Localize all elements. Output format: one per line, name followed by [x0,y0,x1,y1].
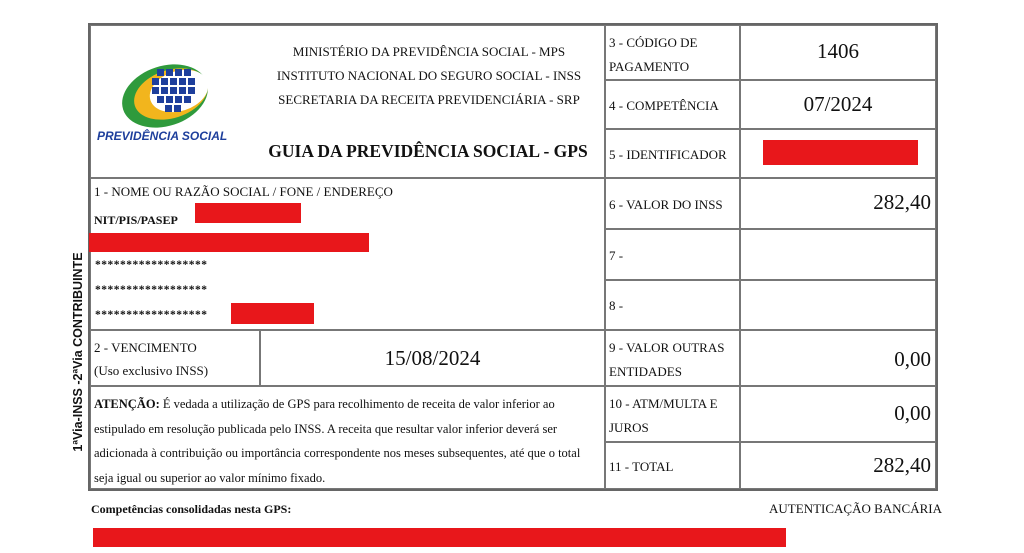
form-title: GUIA DA PREVIDÊNCIA SOCIAL - GPS [268,141,588,161]
due-label-cell [90,330,260,386]
institute-line: INSTITUTO NACIONAL DO SEGURO SOCIAL - INSS [276,68,582,83]
previdencia-logo [95,51,245,151]
nit-redaction [195,203,301,223]
field-11-value: 282,40 [740,442,936,489]
field-3-label: 3 - CÓDIGO DE PAGAMENTO [605,25,740,80]
field-10-value: 0,00 [740,386,936,442]
header-lines [259,40,599,112]
field-7-value [740,229,936,280]
nit-label: NIT/PIS/PASEP [94,213,178,227]
header-block [90,25,605,178]
field-8-label: 8 - [605,280,740,330]
logo-text: PREVIDÊNCIA SOCIAL [97,129,228,143]
address-redaction [231,303,314,324]
identifier-redaction [763,140,918,165]
ministry-line: MINISTÉRIO DA PREVIDÊNCIA SOCIAL - MPS [292,44,566,59]
due-label: 2 - VENCIMENTO [94,340,197,355]
competencias-redaction [93,528,786,547]
due-date-value: 15/08/2024 [260,330,605,386]
name-redaction [89,233,369,252]
copy-destination-label: 1ªVia-INSS -2ªVia CONTRIBUINTE [71,252,85,452]
notice-bold: ATENÇÃO: [94,397,160,411]
secretariat-line: SECRETARIA DA RECEITA PREVIDENCIÁRIA - SRP [278,92,580,107]
field-6-value: 282,40 [740,178,936,229]
field-6-label: 6 - VALOR DO INSS [605,178,740,229]
contributor-label: 1 - NOME OU RAZÃO SOCIAL / FONE / ENDEREÇO [94,184,393,199]
field-9-label: 9 - VALOR OUTRAS ENTIDADES [605,330,740,386]
bank-authentication-label: AUTENTICAÇÃO BANCÁRIA [769,501,942,516]
field-7-label: 7 - [605,229,740,280]
field-5-label: 5 - IDENTIFICADOR [605,129,740,178]
field-9-value: 0,00 [740,330,936,386]
masked-line-1: ****************** [95,259,208,271]
field-3-value: 1406 [740,25,936,80]
notice-block [90,386,605,489]
field-8-value [740,280,936,330]
masked-line-3: ****************** [95,309,208,321]
competencias-label: Competências consolidadas nesta GPS: [91,502,292,516]
masked-line-2: ****************** [95,284,208,296]
notice-text: É vedada a utilização de GPS para recolhimento de receita de valor inferior ao estipulado em resolução publicada pelo INSS. A receita que resultar valor inferior deverá ser adicionada à contribuição ou importância correspondente nos meses subsequentes, até que o total seja igual ou superior ao valor mínimo fixado. [94,397,581,485]
due-sublabel: (Uso exclusivo INSS) [94,363,209,378]
field-4-label: 4 - COMPETÊNCIA [605,80,740,129]
contributor-block [90,178,605,330]
field-5-value [740,129,936,178]
field-11-label: 11 - TOTAL [605,442,740,489]
field-10-label: 10 - ATM/MULTA E JUROS [605,386,740,442]
field-4-value: 07/2024 [740,80,936,129]
